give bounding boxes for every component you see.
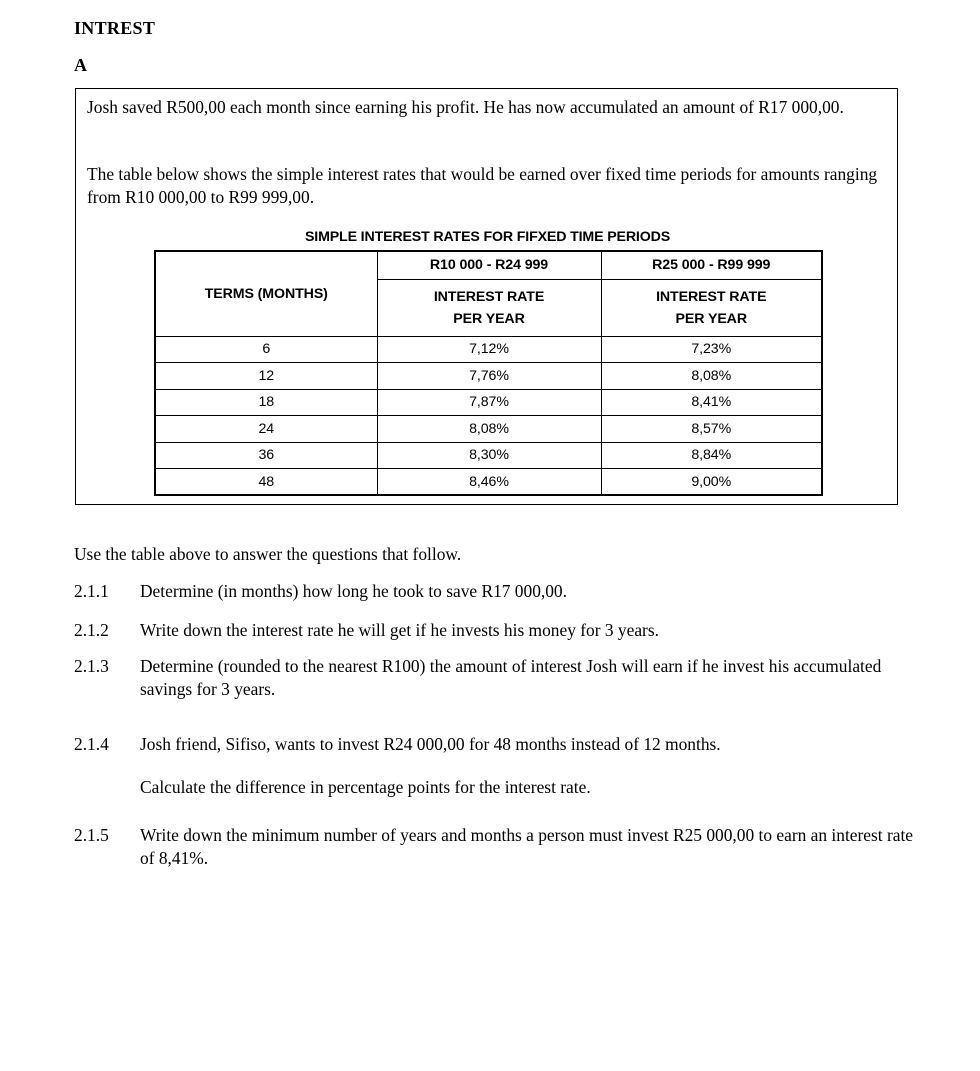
cell-rate-2: 8,08%	[601, 363, 822, 390]
question-text: Determine (rounded to the nearest R100) the amount of interest Josh will earn if he invest his accumulated savings for 3 years.	[140, 656, 882, 700]
table-header	[155, 251, 822, 336]
question-number: 2.1.3	[74, 656, 109, 676]
cell-rate-1: 8,30%	[377, 442, 601, 469]
table-body	[155, 336, 822, 495]
table-row	[155, 416, 822, 443]
intro-paragraph-2: The table below shows the simple interest rates that would be earned over fixed time periods for amounts ranging from R10 000,00 to R99 999,00.	[87, 164, 878, 208]
cell-term: 48	[155, 469, 377, 496]
question-number: 2.1.4	[74, 734, 109, 754]
table-header-row-bands	[155, 251, 822, 279]
table-row	[155, 469, 822, 496]
question-2-1-2	[74, 619, 904, 642]
question-2-1-3	[74, 655, 914, 701]
cell-term: 36	[155, 442, 377, 469]
question-2-1-5	[74, 824, 914, 870]
cell-rate-1: 7,12%	[377, 336, 601, 363]
rate-label-line-2: PER YEAR	[675, 310, 747, 327]
question-text: Josh friend, Sifiso, wants to invest R24 000,00 for 48 months instead of 12 months.	[140, 734, 721, 754]
rates-table-container	[154, 250, 821, 496]
cell-rate-1: 8,08%	[377, 416, 601, 443]
cell-term: 24	[155, 416, 377, 443]
cell-rate-2: 7,23%	[601, 336, 822, 363]
table-row	[155, 363, 822, 390]
table-row	[155, 336, 822, 363]
question-number: 2.1.5	[74, 825, 109, 845]
table-row	[155, 442, 822, 469]
rate-label-line-2: PER YEAR	[453, 310, 525, 327]
questions-lead-in: Use the table above to answer the questions that follow.	[74, 544, 462, 564]
table-caption: SIMPLE INTEREST RATES FOR FIFXED TIME PERIODS	[304, 229, 671, 245]
rate-label-line-1: INTEREST RATE	[433, 288, 545, 305]
cell-term: 12	[155, 363, 377, 390]
question-2-1-4	[74, 733, 904, 756]
intro-paragraph-1: Josh saved R500,00 each month since earning his profit. He has now accumulated an amount of R17 000,00.	[87, 97, 844, 117]
column-subheader-rate-2	[601, 279, 822, 336]
question-stimulus-box	[75, 88, 898, 505]
cell-term: 6	[155, 336, 377, 363]
cell-rate-2: 8,84%	[601, 442, 822, 469]
column-header-terms: TERMS (MONTHS)	[155, 251, 377, 336]
question-text-continuation: Calculate the difference in percentage points for the interest rate.	[140, 777, 591, 797]
question-2-1-1	[74, 580, 904, 603]
question-number: 2.1.1	[74, 581, 109, 601]
page-title: INTREST	[74, 18, 156, 38]
question-text: Determine (in months) how long he took to save R17 000,00.	[140, 581, 567, 601]
cell-rate-2: 8,57%	[601, 416, 822, 443]
cell-rate-1: 8,46%	[377, 469, 601, 496]
cell-term: 18	[155, 389, 377, 416]
column-header-band-2: R25 000 - R99 999	[601, 251, 822, 279]
column-header-band-1: R10 000 - R24 999	[377, 251, 601, 279]
cell-rate-2: 9,00%	[601, 469, 822, 496]
table-row	[155, 389, 822, 416]
question-text: Write down the interest rate he will get if he invests his money for 3 years.	[140, 620, 659, 640]
interest-rates-table	[154, 250, 823, 496]
question-2-1-4-continuation	[74, 776, 904, 799]
column-subheader-rate-1	[377, 279, 601, 336]
cell-rate-1: 7,87%	[377, 389, 601, 416]
section-letter: A	[74, 55, 87, 75]
question-number: 2.1.2	[74, 620, 109, 640]
cell-rate-1: 7,76%	[377, 363, 601, 390]
rate-label-line-1: INTEREST RATE	[656, 288, 767, 305]
cell-rate-2: 8,41%	[601, 389, 822, 416]
question-text: Write down the minimum number of years and months a person must invest R25 000,00 to earn an interest rate of 8,41%.	[140, 825, 914, 869]
